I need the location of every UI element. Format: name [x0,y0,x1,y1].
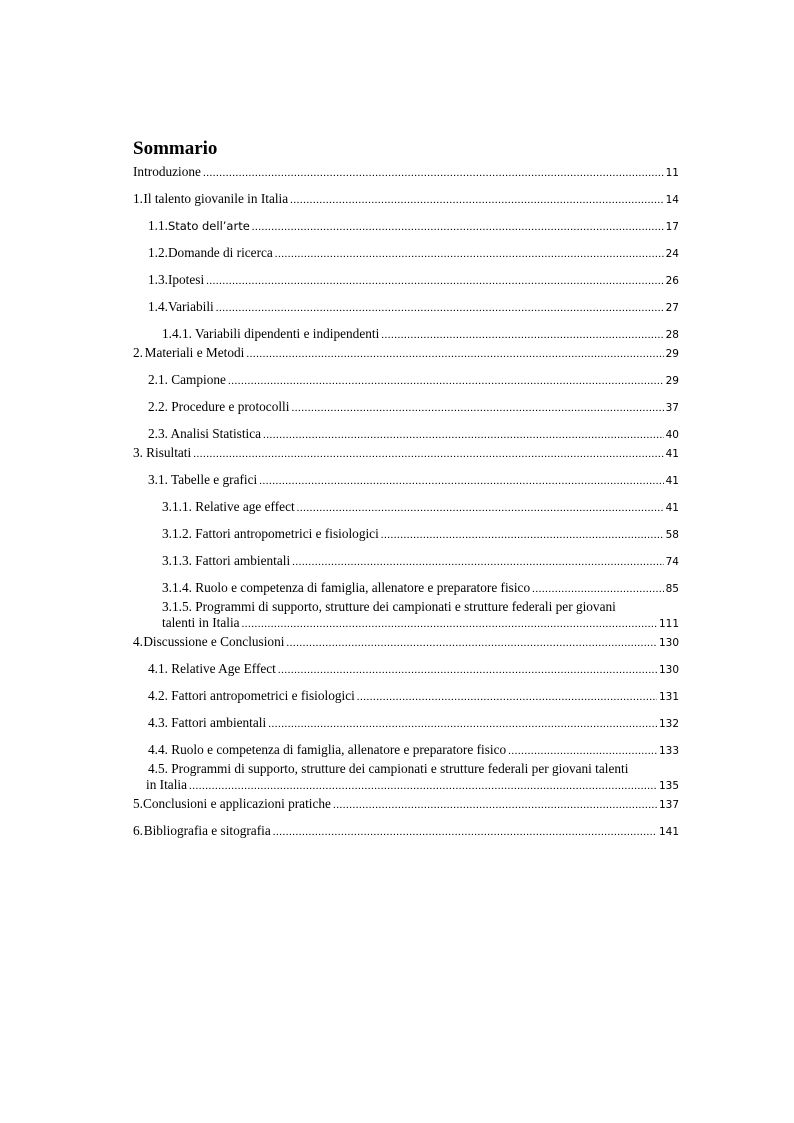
toc-entry-page: 141 [658,826,679,838]
dot-leader [228,373,664,389]
toc-entry-3-1-3[interactable] [133,553,679,570]
toc-entry-3-1-2[interactable] [133,526,679,543]
dot-leader [278,662,657,678]
dot-leader [216,300,664,316]
dot-leader [508,743,657,759]
toc-entry-number: 3. [133,445,143,460]
toc-entry-3-1-5[interactable] [133,599,679,632]
toc-entry-title: 2.2. Procedure e protocolli [148,399,290,414]
dot-leader [381,527,664,543]
toc-entry-page: 40 [665,429,679,441]
toc-entry-page: 41 [665,448,679,460]
toc-entry-title: 3.1. Tabelle e grafici [148,472,258,487]
toc-entry-3-1[interactable] [133,472,679,489]
toc-entry-page: 24 [665,248,679,260]
toc-entry-page: 130 [658,664,679,676]
toc-entry-number: 1.4. [148,299,168,314]
toc-entry-page: 14 [665,194,679,206]
toc-entry-1-4-1[interactable] [133,326,679,343]
toc-entry-title: Ipotesi [167,272,205,287]
toc-entry-1-1[interactable] [133,218,679,235]
dot-leader [292,554,663,570]
toc-list [133,164,679,840]
dot-leader [275,246,664,262]
toc-entry-page: 74 [665,556,679,568]
toc-entry-page: 130 [658,637,679,649]
toc-entry-title: Stato dell’arte [167,219,250,233]
toc-entry-page: 29 [665,375,679,387]
toc-entry-chapter-6[interactable] [133,823,679,840]
toc-entry-page: 11 [665,167,679,179]
toc-entry-title: Discussione e Conclusioni [143,634,285,649]
toc-entry-page: 131 [658,691,679,703]
dot-leader [242,616,657,632]
dot-leader [189,778,657,794]
toc-entry-number: 5. [133,796,143,811]
toc-entry-page: 17 [665,221,679,233]
toc-entry-2-2[interactable] [133,399,679,416]
toc-entry-number: 1. [133,191,143,206]
toc-entry-4-5[interactable] [133,761,679,794]
toc-entry-page: 135 [658,780,679,792]
toc-entry-title: Conclusioni e applicazioni pratiche [142,796,331,811]
toc-entry-title: Risultati [146,445,192,460]
toc-entry-title: 2.1. Campione [148,372,226,387]
toc-entry-number: 1.2. [148,245,168,260]
toc-entry-title: 4.3. Fattori ambientali [148,715,267,730]
toc-heading: Sommario [133,138,218,159]
table-of-contents [133,138,679,850]
toc-entry-chapter-5[interactable] [133,796,679,813]
toc-entry-number: 1.3. [148,272,168,287]
toc-entry-page: 58 [665,529,679,541]
toc-entry-page: 27 [665,302,679,314]
dot-leader [333,797,657,813]
toc-entry-page: 28 [665,329,679,341]
dot-leader [203,165,664,181]
dot-leader [286,635,657,651]
toc-entry-chapter-4[interactable] [133,634,679,651]
dot-leader [291,400,663,416]
toc-entry-2-3[interactable] [133,426,679,443]
toc-entry-number: 6. [133,823,143,838]
toc-entry-page: 137 [658,799,679,811]
dot-leader [263,427,664,443]
toc-entry-page: 26 [665,275,679,287]
toc-entry-page: 132 [658,718,679,730]
dot-leader [290,192,663,208]
dot-leader [252,219,664,235]
toc-entry-page: 133 [658,745,679,757]
toc-entry-1-3[interactable] [133,272,679,289]
toc-entry-title: Il talento giovanile in Italia [143,191,289,206]
toc-entry-title: 3.1.1. Relative age effect [162,499,295,514]
dot-leader [297,500,664,516]
toc-entry-4-3[interactable] [133,715,679,732]
dot-leader [381,327,663,343]
toc-entry-title: 1.4.1. Variabili dipendenti e indipendenti [162,326,380,341]
toc-entry-title-line-2: in Italia [146,777,187,792]
toc-entry-4-1[interactable] [133,661,679,678]
toc-entry-chapter-1[interactable] [133,191,679,208]
toc-entry-number: 2. [133,345,143,360]
toc-entry-title: 4.4. Ruolo e competenza di famiglia, allenatore e preparatore fisico [148,742,507,757]
dot-leader [246,346,663,362]
toc-entry-title: Variabili [167,299,214,314]
toc-entry-page: 29 [665,348,679,360]
toc-entry-page: 37 [665,402,679,414]
dot-leader [357,689,657,705]
toc-entry-number: 1.1. [148,218,168,233]
toc-entry-2-1[interactable] [133,372,679,389]
dot-leader [273,824,657,840]
toc-entry-title-line-1: 4.5. Programmi di supporto, strutture dei campionati e strutture federali per giovani talenti [148,761,629,776]
toc-entry-4-4[interactable] [133,742,679,759]
toc-entry-title: 3.1.2. Fattori antropometrici e fisiologici [162,526,379,541]
toc-entry-1-4[interactable] [133,299,679,316]
toc-entry-1-2[interactable] [133,245,679,262]
toc-entry-title: Domande di ricerca [167,245,273,260]
dot-leader [206,273,663,289]
toc-entry-title: 3.1.3. Fattori ambientali [162,553,291,568]
toc-entry-chapter-2[interactable] [133,345,679,362]
toc-entry-title-line-2: talenti in Italia [162,615,240,630]
toc-entry-page: 41 [665,475,679,487]
toc-entry-number: 4. [133,634,143,649]
toc-entry-chapter-3[interactable] [133,445,679,462]
toc-entry-page: 41 [665,502,679,514]
toc-entry-3-1-4[interactable] [133,580,679,597]
toc-entry-title: Introduzione [133,164,201,179]
toc-entry-introduzione[interactable] [133,164,679,181]
toc-entry-title: 2.3. Analisi Statistica [148,426,262,441]
toc-entry-3-1-1[interactable] [133,499,679,516]
toc-entry-title: Bibliografia e sitografia [143,823,271,838]
dot-leader [259,473,663,489]
toc-entry-page: 111 [658,618,679,630]
toc-entry-title: 4.2. Fattori antropometrici e fisiologici [148,688,355,703]
toc-entry-title-line-1: 3.1.5. Programmi di supporto, strutture dei campionati e strutture federali per giovani [162,599,616,614]
toc-entry-title: 3.1.4. Ruolo e competenza di famiglia, allenatore e preparatore fisico [162,580,531,595]
toc-entry-page: 85 [665,583,679,595]
toc-entry-title: 4.1. Relative Age Effect [148,661,276,676]
dot-leader [268,716,657,732]
toc-entry-title: Materiali e Metodi [144,345,245,360]
dot-leader [193,446,663,462]
dot-leader [532,581,664,597]
toc-entry-4-2[interactable] [133,688,679,705]
